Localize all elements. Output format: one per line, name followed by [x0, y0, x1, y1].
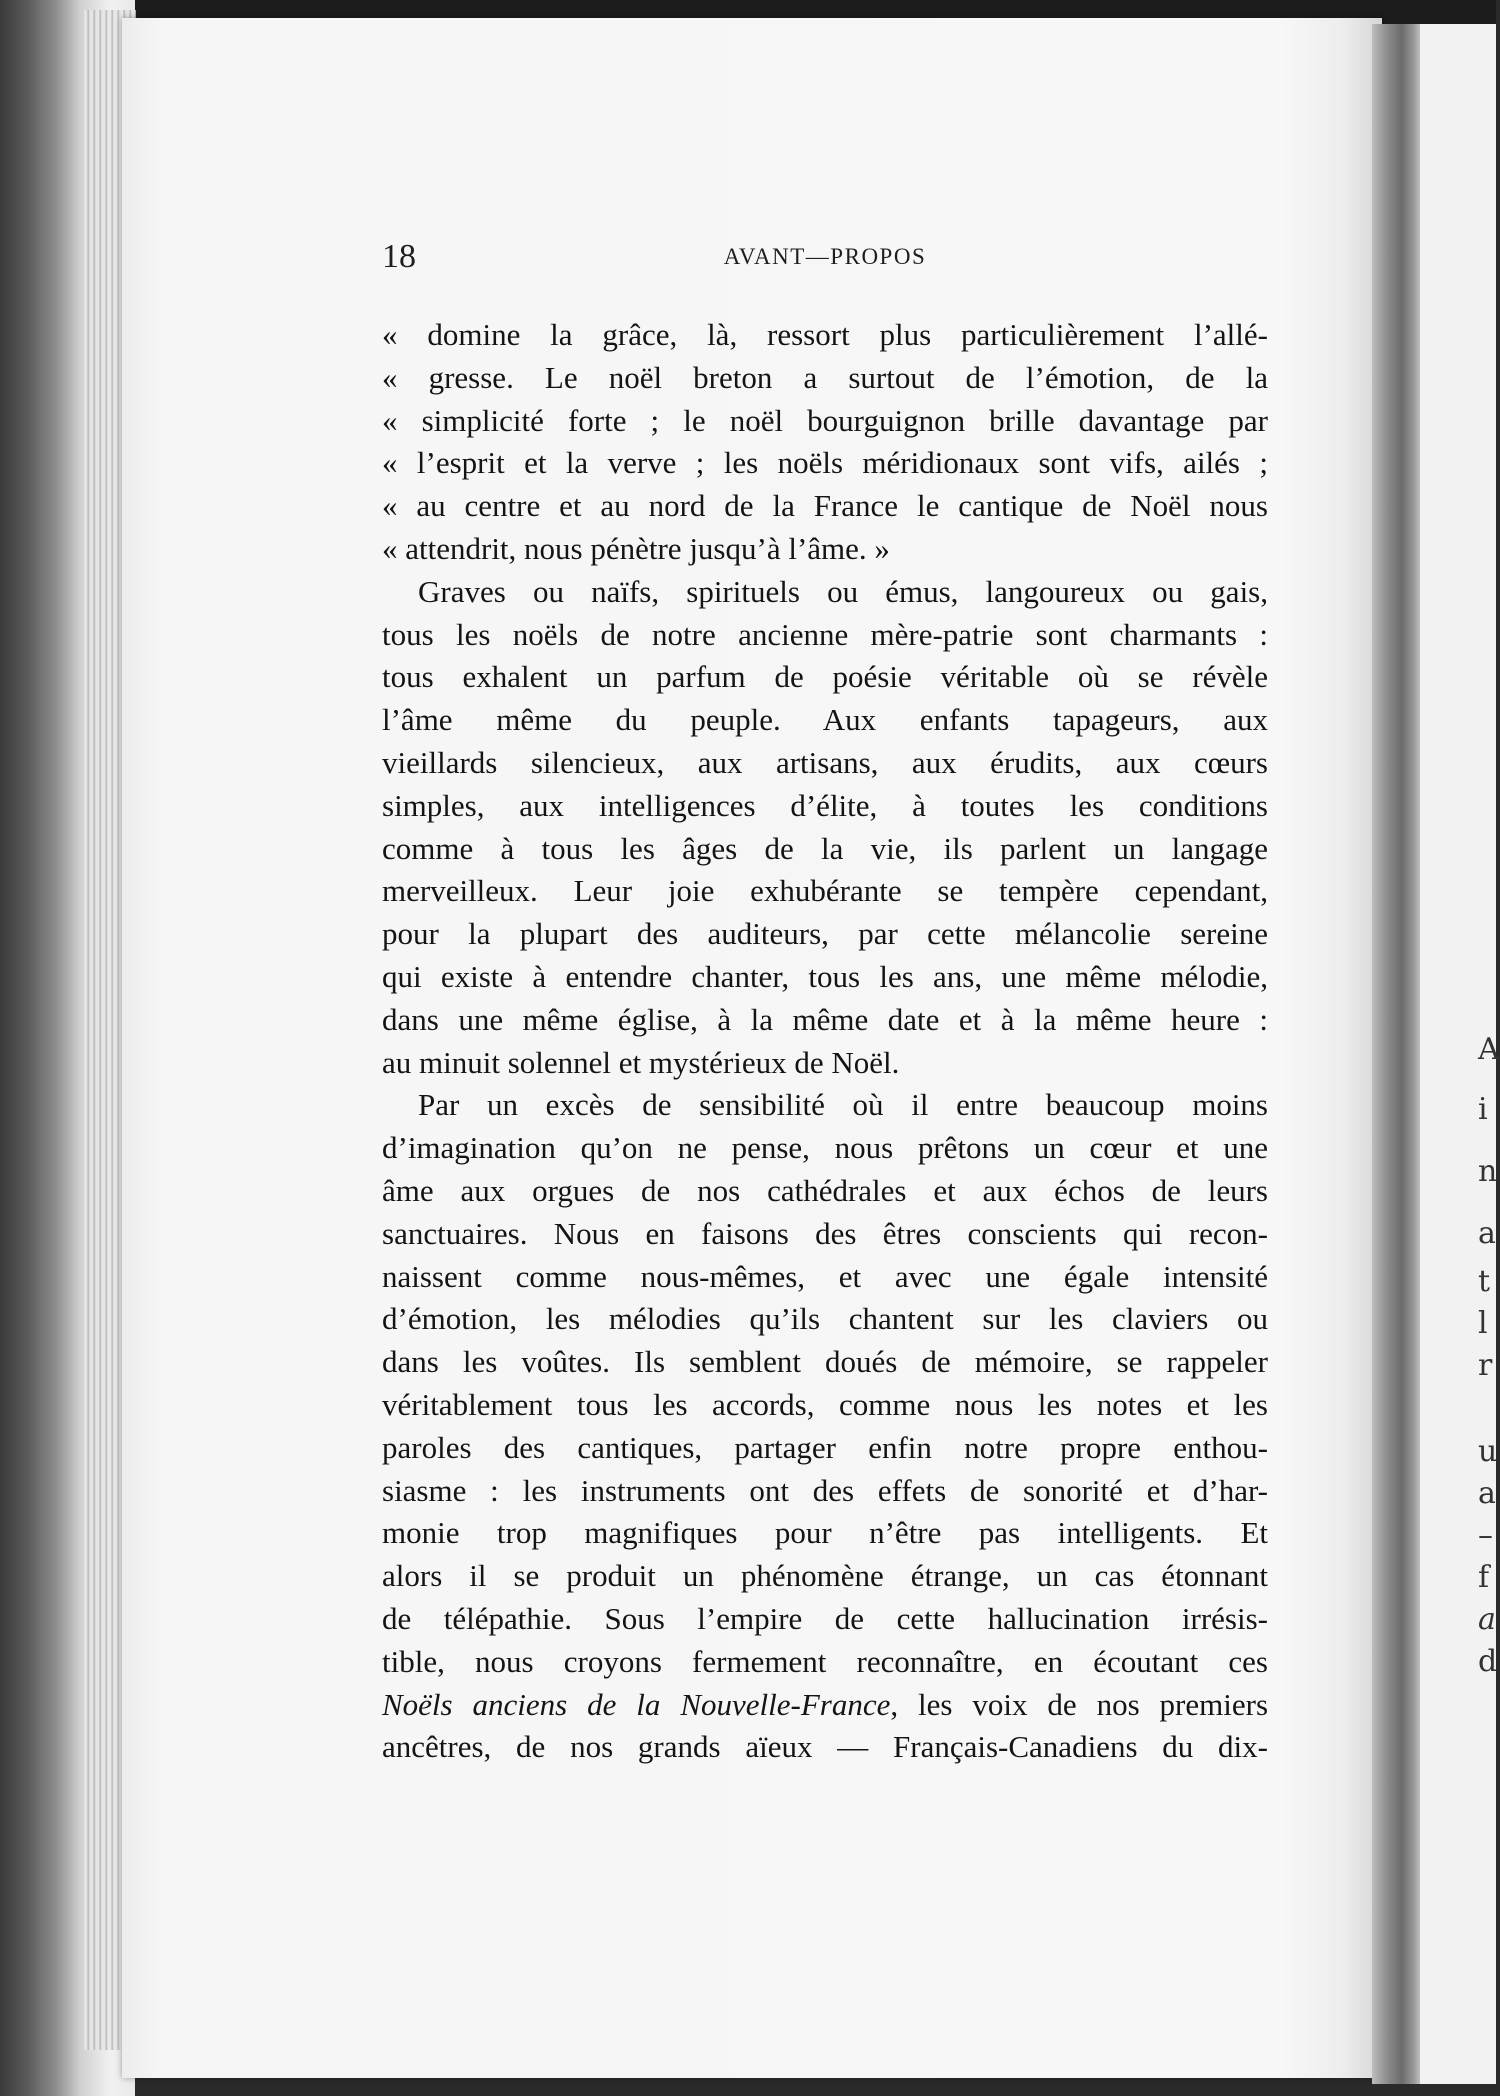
- text-line: vieillards silencieux, aux artisans, aux érudits, aux cœurs: [382, 744, 1268, 780]
- text-line: « l’esprit et la verve ; les noëls méridionaux sont vifs, ailés ;: [382, 445, 1268, 481]
- text-line: alors il se produit un phénomène étrange, un cas étonnant: [382, 1558, 1268, 1594]
- text-line: de télépathie. Sous l’empire de cette hallucination irrésis-: [382, 1600, 1268, 1636]
- text-line: Graves ou naïfs, spirituels ou émus, langoureux ou gais,: [418, 573, 1268, 609]
- text-line: merveilleux. Leur joie exhubérante se tempère cependant,: [382, 873, 1268, 909]
- text-line: Par un excès de sensibilité où il entre beaucoup moins: [418, 1087, 1268, 1123]
- text-line: dans une même église, à la même date et à la même heure :: [382, 1001, 1268, 1037]
- text-line: siasme : les instruments ont des effets de sonorité et d’har-: [382, 1472, 1268, 1508]
- text-line: qui existe à entendre chanter, tous les ans, une même mélodie,: [382, 958, 1268, 994]
- text-line-with-title: [382, 1684, 1268, 1727]
- text-line: paroles des cantiques, partager enfin notre propre enthou-: [382, 1429, 1268, 1465]
- text-line: « au centre et au nord de la France le cantique de Noël nous: [382, 488, 1268, 524]
- running-title: AVANT—PROPOS: [723, 244, 927, 269]
- text-line: tible, nous croyons fermement reconnaître, en écoutant ces: [382, 1643, 1268, 1679]
- text-line: d’imagination qu’on ne pense, nous prêtons un cœur et une: [382, 1130, 1268, 1166]
- next-page-edge: [1420, 24, 1500, 2084]
- page-header: [382, 238, 1268, 278]
- next-page-fragment: a: [1478, 1216, 1496, 1251]
- text-line: tous les noëls de notre ancienne mère-patrie sont charmants :: [382, 616, 1268, 652]
- text-line: comme à tous les âges de la vie, ils parlent un langage: [382, 830, 1268, 866]
- book-gutter: [1372, 24, 1424, 2084]
- text-line: « domine la grâce, là, ressort plus particulièrement l’allé-: [382, 317, 1268, 352]
- text-line: tous exhalent un parfum de poésie véritable où se révèle: [382, 659, 1268, 695]
- text-line: dans les voûtes. Ils semblent doués de mémoire, se rappeler: [382, 1344, 1268, 1380]
- paragraph-quote: [382, 314, 1268, 571]
- next-page-fragment: n: [1478, 1154, 1498, 1189]
- text-line: au minuit solennel et mystérieux de Noël.: [382, 1044, 900, 1080]
- text-line: l’âme même du peuple. Aux enfants tapageurs, aux: [382, 702, 1268, 738]
- next-page-fragment: a: [1478, 1476, 1496, 1511]
- next-page-fragment: A: [1478, 1032, 1500, 1067]
- paragraph-exces: [382, 1084, 1268, 1769]
- paragraph-graves: [382, 571, 1268, 1085]
- book-title: Noëls anciens de la Nouvelle-France: [382, 1686, 891, 1722]
- text-fragment: , les voix de nos premiers: [890, 1686, 1269, 1722]
- next-page-fragment: r: [1478, 1348, 1493, 1383]
- page-number: 18: [382, 238, 416, 275]
- text-line: naissent comme nous-mêmes, et avec une égale intensité: [382, 1258, 1268, 1294]
- text-line: sanctuaires. Nous en faisons des êtres conscients qui recon-: [382, 1215, 1268, 1251]
- text-line: d’émotion, les mélodies qu’ils chantent sur les claviers ou: [382, 1301, 1268, 1337]
- text-line: ancêtres, de nos grands aïeux — Français-Canadiens du dix-: [382, 1729, 1268, 1765]
- next-page-fragment: i: [1478, 1092, 1488, 1127]
- text-line: simples, aux intelligences d’élite, à toutes les conditions: [382, 787, 1268, 823]
- next-page-fragment: d: [1478, 1644, 1498, 1679]
- text-line: « simplicité forte ; le noël bourguignon brille davantage par: [382, 402, 1268, 438]
- next-page-fragment: l: [1478, 1306, 1488, 1341]
- text-line: âme aux orgues de nos cathédrales et aux échos de leurs: [382, 1172, 1268, 1208]
- text-line: pour la plupart des auditeurs, par cette mélancolie sereine: [382, 916, 1268, 952]
- next-page-fragment: u: [1478, 1434, 1498, 1469]
- body-text: [382, 314, 1268, 1769]
- text-line: véritablement tous les accords, comme nous les notes et les: [382, 1386, 1268, 1422]
- text-line: « attendrit, nous pénètre jusqu’à l’âme. »: [382, 530, 890, 566]
- next-page-fragment: a: [1478, 1602, 1496, 1637]
- text-line: « gresse. Le noël breton a surtout de l’émotion, de la: [382, 359, 1268, 395]
- next-page-fragment: –: [1478, 1518, 1493, 1553]
- text-line: monie trop magnifiques pour n’être pas intelligents. Et: [382, 1515, 1268, 1551]
- next-page-fragment: f: [1478, 1560, 1490, 1595]
- next-page-fragment: t: [1478, 1264, 1491, 1299]
